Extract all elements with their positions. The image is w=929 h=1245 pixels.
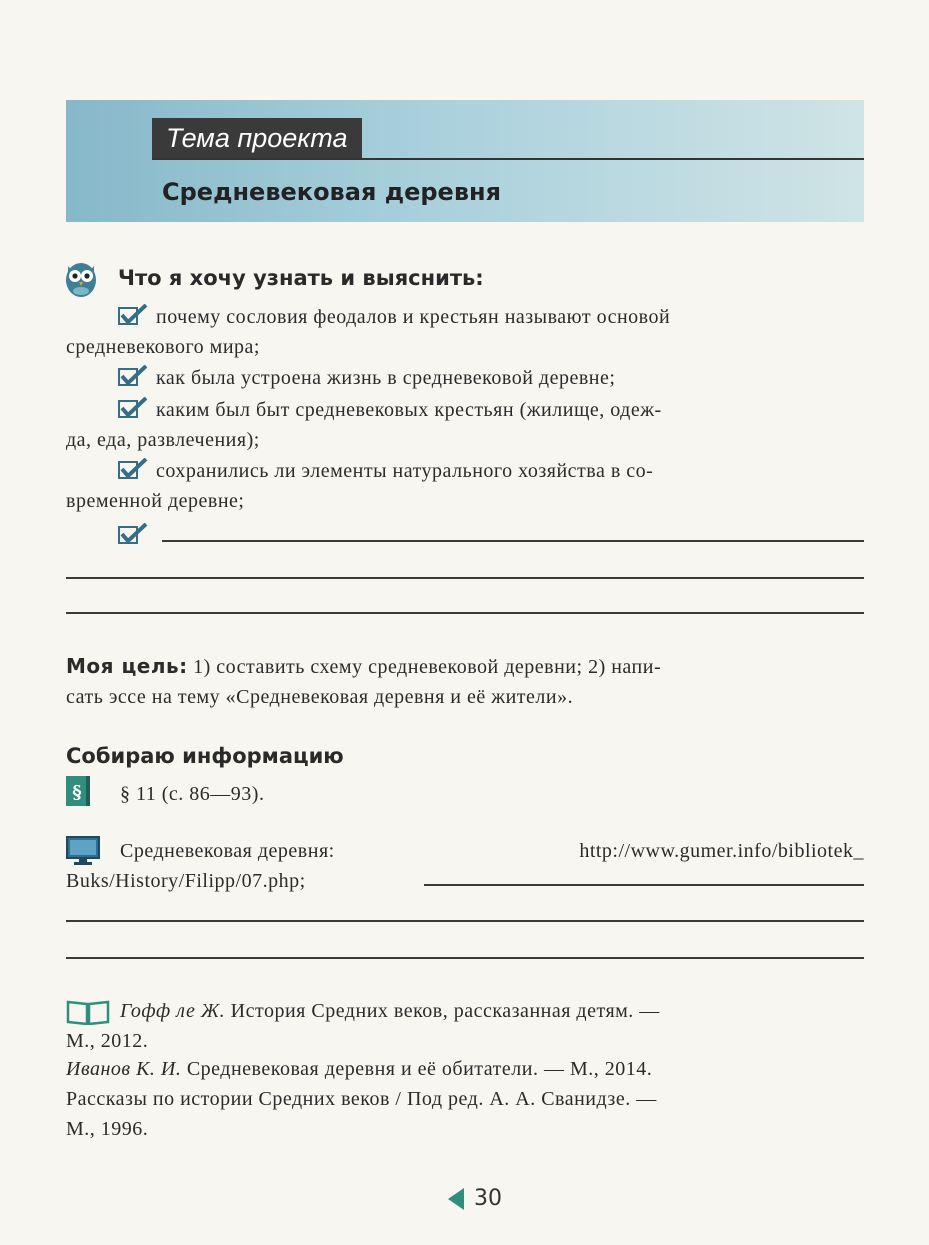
blank-answer-line[interactable] [162,540,864,542]
page-marker-icon [448,1188,464,1210]
checkmark-icon [118,397,148,419]
book-entry: Иванов К. И. Средневековая деревня и её обитатели. — М., 2014. [66,1058,653,1080]
topic-banner [66,100,864,222]
topic-title: Средневековая деревня [162,178,501,206]
questions-heading: Что я хочу узнать и выяснить: [118,266,484,290]
blank-answer-line[interactable] [66,577,864,579]
web-source: Средневековая деревня: http://www.gumer.info/bibliotek_ [120,836,864,866]
goal-label: Моя цель: [66,654,188,678]
list-item: почему сословия феодалов и крестьян называют основой средневекового мира; [66,306,671,358]
owl-icon [64,258,98,298]
book-author: Иванов К. И. [66,1058,182,1080]
page-number: 30 [474,1186,502,1211]
blank-answer-line[interactable] [66,612,864,614]
book-author: Гофф ле Ж. [120,1000,226,1022]
banner-divider [152,158,864,160]
goal-paragraph: Моя цель: 1) составить схему средневековой деревни; 2) напи- сать эссе на тему «Средневековая деревня и её жители». [66,654,662,708]
computer-monitor-icon [66,836,100,866]
info-heading: Собираю информацию [66,744,344,768]
textbook-reference: § 11 (с. 86—93). [120,783,265,805]
blank-answer-line[interactable] [66,920,864,922]
blank-answer-line[interactable] [66,957,864,959]
web-source-line2: Buks/History/Filipp/07.php; [66,870,306,892]
web-url[interactable]: http://www.gumer.info/bibliotek_ [579,840,864,862]
checkmark-icon [118,304,148,326]
textbook-paragraph-icon [66,776,90,806]
checkmark-icon [118,458,148,480]
checkmark-icon [118,365,148,387]
book-entry: Рассказы по истории Средних веков / Под ред. А. А. Сванидзе. — М., 1996. [66,1088,657,1140]
blank-answer-line[interactable] [424,884,864,886]
list-item: как была устроена жизнь в средневековой деревне; [66,363,864,393]
topic-tag: Тема проекта [152,118,362,158]
checkmark-icon [118,523,148,545]
svg-text:§: § [72,782,82,803]
list-item: сохранились ли элементы натурального хозяйства в со- временной деревне; [66,460,654,512]
book-entry: Гофф ле Ж. История Средних веков, рассказанная детям. — М., 2012. [66,1000,660,1052]
list-item: каким был быт средневековых крестьян (жилище, одеж- да, еда, развлечения); [66,399,662,451]
